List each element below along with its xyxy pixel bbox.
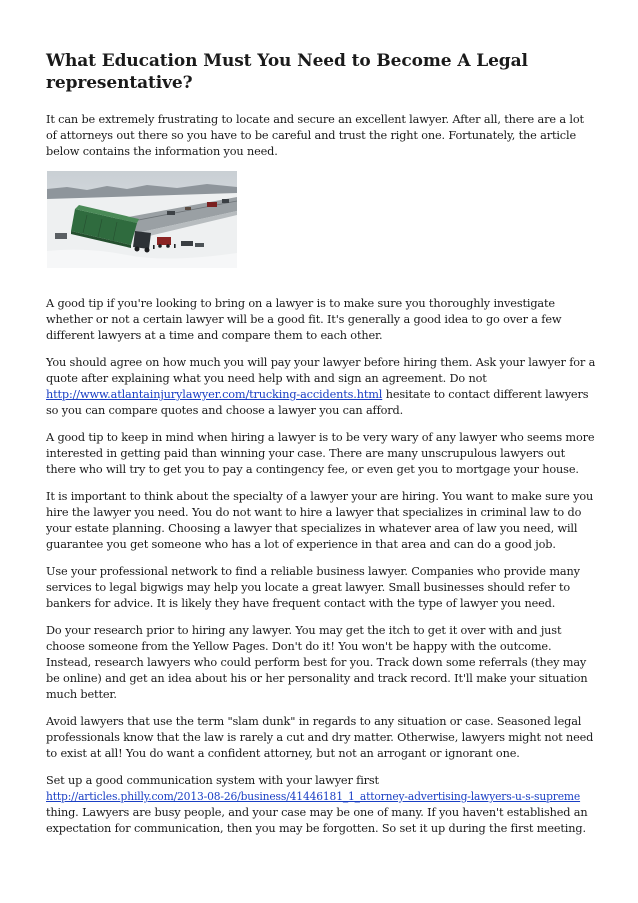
paragraph-8-text-after: thing. Lawyers are busy people, and your case may be one of many. If you haven't established an expectation for communication, then you may be forgotten. So set it up during the first meeting. bbox=[46, 806, 588, 835]
truck-accident-photo bbox=[47, 171, 237, 268]
trucking-accidents-link[interactable]: http://www.atlantainjurylawyer.com/trucking-accidents.html bbox=[46, 388, 383, 401]
paragraph-4: It is important to think about the specialty of a lawyer your are hiring. You want to make sure you hire the lawyer you need. You do not want to hire a lawyer that specializes in criminal law to do your estate planning. Choosing a lawyer that specializes in whatever area of law you need, will guarantee you get someone who has a lot of experience in that area and can do a good job. bbox=[46, 490, 594, 551]
paragraph-8-text-before: Set up a good communication system with your lawyer first bbox=[46, 774, 379, 787]
paragraph-6: Do your research prior to hiring any lawyer. You may get the itch to get it over with and just choose someone from the Yellow Pages. Don't do it! You won't be happy with the outcome. Instead, research lawyers who could perform best for you. Track down some referrals (they may be online) and get an idea about his or her personality and track record. It'll make your situation much better. bbox=[46, 624, 588, 701]
paragraph-7: Avoid lawyers that use the term "slam dunk" in regards to any situation or case. Seasoned legal professionals know that the law is rarely a cut and dry matter. Otherwise, lawyers might not need to exist at all! You do want a confident attorney, but not an arrogant or ignorant one. bbox=[46, 715, 594, 760]
paragraph-1: A good tip if you're looking to bring on a lawyer is to make sure you thoroughly investigate whether or not a certain lawyer will be a good fit. It's generally a good idea to go over a few different lawyers at a time and compare them to each other. bbox=[46, 297, 562, 342]
attorney-advertising-link[interactable]: http://articles.philly.com/2013-08-26/business/41446181_1_attorney-advertising-lawyers-u-s-supreme bbox=[46, 790, 581, 803]
page-title: What Education Must You Need to Become A Legal representative? bbox=[46, 51, 528, 93]
paragraph-2-text-before: You should agree on how much you will pay your lawyer before hiring them. Ask your lawyer for a quote after explaining what you need help with and sign an agreement. Do not bbox=[46, 356, 596, 385]
intro-paragraph: It can be extremely frustrating to locate and secure an excellent lawyer. After all, there are a lot of attorneys out there so you have to be careful and trust the right one. Fortunately, the article below contains the information you need. bbox=[46, 113, 584, 158]
paragraph-8 bbox=[46, 773, 596, 837]
paragraph-2 bbox=[46, 355, 596, 419]
paragraph-2-text-after: hesitate to contact different lawyers so you can compare quotes and choose a lawyer you can afford. bbox=[46, 388, 589, 417]
paragraph-5: Use your professional network to find a reliable business lawyer. Companies who provide many services to legal bigwigs may help you locate a great lawyer. Small businesses should refer to bankers for advice. It is likely they have frequent contact with the type of lawyer you need. bbox=[46, 565, 580, 610]
paragraph-3: A good tip to keep in mind when hiring a lawyer is to be very wary of any lawyer who seems more interested in getting paid than winning your case. There are many unscrupulous lawyers out there who will try to get you to pay a contingency fee, or even get you to mortgage your house. bbox=[46, 431, 595, 476]
document-page bbox=[46, 50, 596, 848]
